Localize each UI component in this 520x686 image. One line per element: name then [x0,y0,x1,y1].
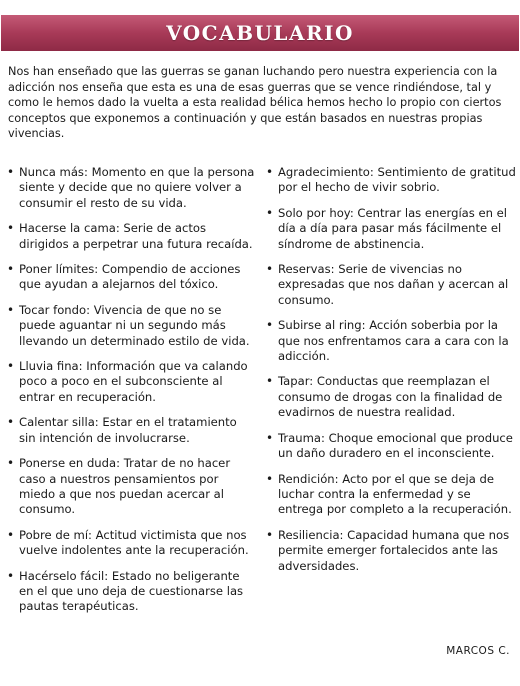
list-item-text: Hacerse la cama: Serie de actos dirigidos a perpetrar una futura recaída. [19,221,253,251]
list-item [7,221,257,252]
bullet-icon: • [7,302,15,317]
list-item [266,318,516,364]
list-item-text: Ponerse en duda: Tratar de no hacer caso a nuestros pensamientos por miedo a que nos puedan acercar al consumo. [19,456,231,517]
bullet-icon: • [7,456,15,471]
list-item-text: Nunca más: Momento en que la persona siente y decide que no quiere volver a consumir el resto de su vida. [19,165,255,210]
intro-paragraph: Nos han enseñado que las guerras se ganan luchando pero nuestra experiencia con la adicción nos enseña que esta es una de esas guerras que se vence rindiéndose, tal y como le hemos dado la vuelta a esta realidad bélica hemos hecho lo propio con ciertos conceptos que exponemos a continuación y que están basados en nuestras propias vivencias. [8,65,502,141]
list-item-text: Tocar fondo: Vivencia de que no se puede aguantar ni un segundo más llevando un determinado estilo de vida. [19,302,250,348]
bullet-icon: • [266,318,274,333]
list-item [266,528,516,574]
list-item [266,262,516,308]
list-item-text: Trauma: Choque emocional que produce un daño duradero en el inconsciente. [278,430,513,461]
list-item [266,206,516,252]
list-item-text: Poner límites: Compendio de acciones que ayudan a alejarnos del tóxico. [19,262,241,292]
list-item-text: Agradecimiento: Sentimiento de gratitud por el hecho de vivir sobrio. [278,165,516,195]
bullet-icon: • [7,527,15,542]
bullet-icon: • [266,262,274,277]
bullet-icon: • [7,568,15,583]
list-item [266,472,516,518]
list-item [7,569,257,615]
list-item-text: Solo por hoy: Centrar las energías en el día a día para pasar más fácilmente el síndrome de abstinencia. [278,205,508,251]
list-item [7,262,257,293]
vocabulary-list-left [7,165,257,625]
list-item-text: Pobre de mí: Actitud victimista que nos vuelve indolentes ante la recuperación. [19,527,249,558]
list-item [7,165,257,211]
list-item-text: Tapar: Conductas que reemplazan el consumo de drogas con la finalidad de evadirnos de nuestra realidad. [278,374,503,420]
list-item-text: Resiliencia: Capacidad humana que nos permite emerger fortalecidos ante las adversidades. [278,527,510,573]
bullet-icon: • [7,221,15,236]
page-title: VOCABULARIO [166,21,354,45]
bullet-icon: • [266,471,274,486]
list-item [7,359,257,405]
list-item [266,431,516,462]
list-item-text: Rendición: Acto por el que se deja de luchar contra la enfermedad y se entrega por completo a la recuperación. [278,471,512,517]
list-item [266,374,516,420]
list-item [266,165,516,196]
list-item-text: Lluvia fina: Información que va calando poco a poco en el subconsciente al entrar en recuperación. [19,359,248,404]
bullet-icon: • [266,374,274,389]
bullet-icon: • [266,430,274,445]
list-item-text: Calentar silla: Estar en el tratamiento sin intención de involucrarse. [19,415,237,445]
bullet-icon: • [266,527,274,542]
list-item-text: Reservas: Serie de vivencias no expresadas que nos dañan y acercan al consumo. [278,262,509,307]
list-item-text: Hacérselo fácil: Estado no beligerante en el que uno deja de cuestionarse las pautas terapéuticas. [19,568,244,614]
list-item [7,303,257,349]
bullet-icon: • [7,415,15,430]
bullet-icon: • [7,165,15,179]
bullet-icon: • [7,262,15,277]
author-signature: MARCOS C. [446,645,510,657]
list-item-text: Subirse al ring: Acción soberbia por la que nos enfrentamos cara a cara con la adicción. [278,318,509,364]
list-item [7,528,257,559]
vocabulary-list-right [266,165,516,584]
bullet-icon: • [266,165,274,179]
title-banner [1,15,519,51]
bullet-icon: • [266,205,274,220]
bullet-icon: • [7,359,15,374]
list-item [7,456,257,518]
list-item [7,415,257,446]
